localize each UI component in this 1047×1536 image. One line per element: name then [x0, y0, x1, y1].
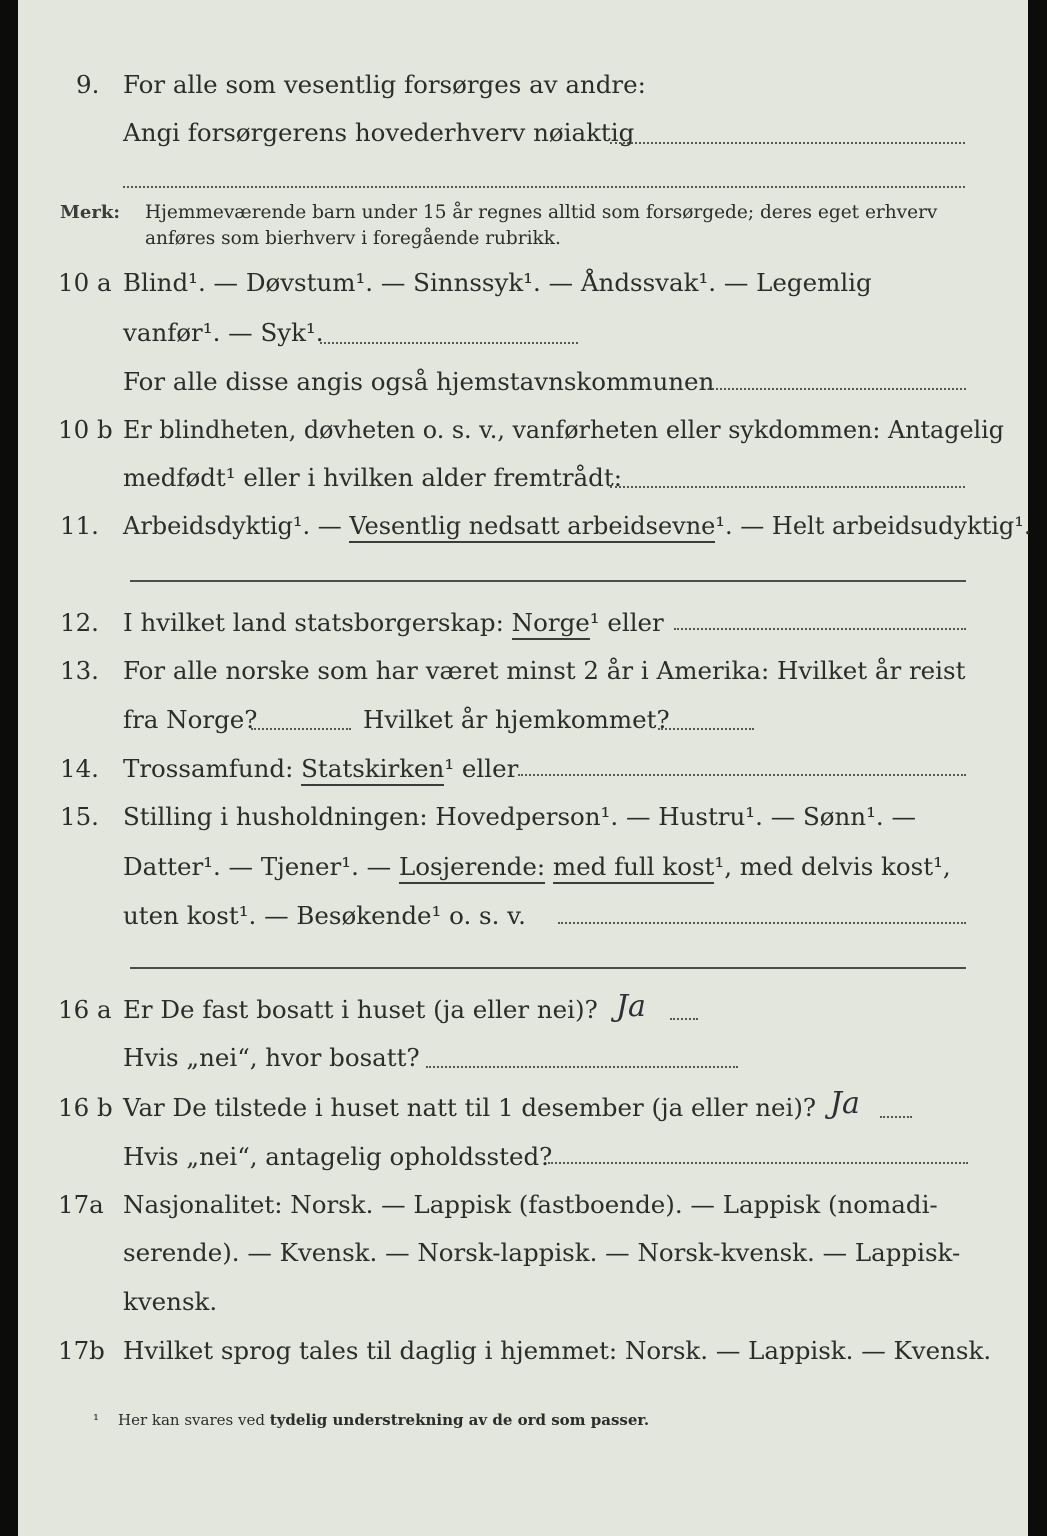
q16b-opholdssted-line[interactable]	[548, 1162, 968, 1164]
q14-part2: ¹ eller	[444, 754, 519, 783]
q13-hjemkommet-line[interactable]	[658, 728, 754, 730]
q9-number: 9.	[76, 70, 100, 99]
q10a-number: 10 a	[58, 268, 112, 297]
q10a-answer-line[interactable]	[320, 342, 578, 344]
q11-part2: ¹. — Helt arbeidsudyktig¹.	[715, 512, 1032, 540]
footnote-text-1: Her kan svares ved	[118, 1411, 270, 1429]
q10b-text-1: Er blindheten, døvheten o. s. v., vanførheten eller sykdommen: Antagelig	[123, 416, 1005, 444]
q10a-text-2: vanfør¹. — Syk¹.	[123, 318, 324, 347]
q17a-text-1: Nasjonalitet: Norsk. — Lappisk (fastboende). — Lappisk (nomadi-	[123, 1190, 938, 1219]
q14-text	[123, 754, 518, 784]
q16b-text-2: Hvis „nei“, antagelig opholdssted?	[123, 1142, 553, 1171]
q14-number: 14.	[60, 754, 99, 783]
census-form-page	[18, 0, 1032, 1536]
q12-part2: ¹ eller	[589, 608, 664, 637]
footnote-text	[118, 1410, 649, 1430]
q17a-text-2: serende). — Kvensk. — Norsk-lappisk. — Norsk-kvensk. — Lappisk-	[123, 1238, 961, 1267]
q15-part2a: Datter¹. — Tjener¹. —	[123, 852, 399, 881]
q16a-text-2: Hvis „nei“, hvor bosatt?	[123, 1043, 420, 1072]
q15-underlined-losjerende: Losjerende:	[399, 852, 545, 884]
q9-answer-line-2[interactable]	[123, 186, 965, 188]
q12-answer-line[interactable]	[674, 628, 966, 630]
q15-number: 15.	[60, 802, 99, 831]
q15-part2b: ¹, med delvis kost¹,	[714, 852, 951, 881]
merk-label: Merk:	[60, 202, 120, 223]
q10b-number: 10 b	[58, 415, 113, 444]
q9-text-1: For alle som vesentlig forsørges av andre:	[123, 70, 646, 99]
q13-number: 13.	[60, 656, 99, 685]
q10a-text-3: For alle disse angis også hjemstavnskommunen	[123, 367, 715, 396]
q16a-handwritten-answer: Ja	[616, 989, 646, 1024]
section-rule-2	[130, 967, 966, 969]
q17b-text: Hvilket sprog tales til daglig i hjemmet: Norsk. — Lappisk. — Kvensk.	[123, 1336, 992, 1365]
q14-part1: Trossamfund:	[123, 754, 302, 783]
merk-text-1: Hjemmeværende barn under 15 år regnes alltid som forsørgede; deres eget erhverv	[145, 202, 938, 223]
q11-text	[123, 511, 1032, 541]
q11-underlined-answer: Vesentlig nedsatt arbeidsevne	[349, 512, 715, 543]
merk-text-2: anføres som bierhverv i foregående rubrikk.	[145, 228, 561, 249]
q12-text	[123, 608, 664, 638]
q15-text-3: uten kost¹. — Besøkende¹ o. s. v.	[123, 901, 526, 930]
q12-number: 12.	[60, 608, 99, 637]
q9-text-2: Angi forsørgerens hovederhverv nøiaktig	[123, 118, 635, 147]
q16a-number: 16 a	[58, 995, 112, 1024]
q17b-number: 17b	[58, 1336, 105, 1365]
q12-part1: I hvilket land statsborgerskap:	[123, 608, 512, 637]
q17a-number: 17a	[58, 1190, 104, 1219]
q10a-hjemstavn-line[interactable]	[708, 388, 966, 390]
q13-reist-line[interactable]	[251, 728, 351, 730]
q16b-text-1: Var De tilstede i huset natt til 1 desember (ja eller nei)?	[123, 1093, 817, 1122]
q11-number: 11.	[60, 511, 99, 540]
q16a-bosatt-line[interactable]	[426, 1066, 738, 1068]
q15-answer-line[interactable]	[558, 922, 966, 924]
q14-underlined-answer: Statskirken	[301, 754, 444, 786]
q15-underlined-full-kost: med full kost	[553, 852, 715, 884]
q12-underlined-answer: Norge	[512, 608, 590, 640]
q13-text-2b: Hvilket år hjemkommet?	[363, 705, 670, 734]
footnote-mark: ¹	[93, 1411, 100, 1429]
q14-answer-line[interactable]	[518, 774, 966, 776]
q9-answer-line[interactable]	[610, 142, 965, 144]
q16a-text-1: Er De fast bosatt i huset (ja eller nei)?	[123, 995, 598, 1024]
q15-text-2	[123, 852, 951, 882]
q16b-answer-line[interactable]	[880, 1116, 912, 1118]
q16b-handwritten-answer: Ja	[830, 1086, 860, 1121]
q16a-answer-line[interactable]	[670, 1018, 698, 1020]
q13-text-1: For alle norske som har været minst 2 år i Amerika: Hvilket år reist	[123, 656, 966, 685]
q15-text-1: Stilling i husholdningen: Hovedperson¹. — Hustru¹. — Sønn¹. —	[123, 802, 916, 831]
q16b-number: 16 b	[58, 1093, 113, 1122]
q13-text-2a: fra Norge?	[123, 705, 258, 734]
q10b-answer-line[interactable]	[610, 486, 965, 488]
section-rule-1	[130, 580, 966, 582]
q17a-text-3: kvensk.	[123, 1287, 218, 1316]
q11-part1: Arbeidsdyktig¹. —	[123, 512, 350, 540]
q10b-text-2: medfødt¹ eller i hvilken alder fremtrådt:	[123, 463, 622, 492]
q10a-text-1: Blind¹. — Døvstum¹. — Sinnssyk¹. — Åndssvak¹. — Legemlig	[123, 268, 872, 297]
footnote-bold: tydelig understrekning av de ord som passer.	[269, 1411, 650, 1429]
